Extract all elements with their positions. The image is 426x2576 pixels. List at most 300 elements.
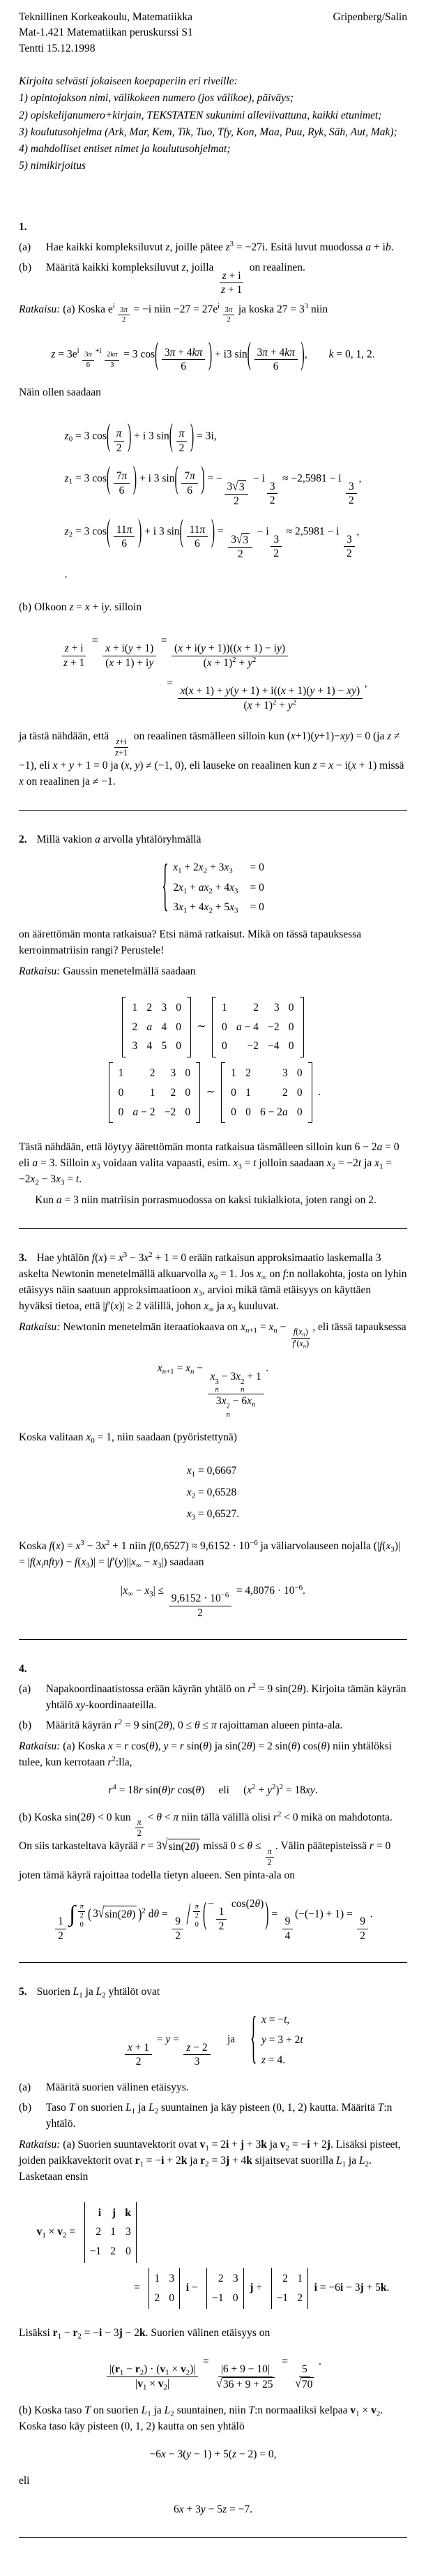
text-run: + 1) + (193, 685, 226, 698)
math-variable: π (211, 1719, 217, 1732)
math-variable: z (222, 269, 227, 282)
math-variable: kπ (284, 346, 295, 359)
text-run: = 0,6528 (195, 1486, 237, 1499)
text-run: Koska (19, 1540, 50, 1553)
document-body (19, 74, 407, 2538)
determinant (204, 2268, 246, 2309)
math-variable: π (169, 346, 176, 359)
text-run: Hae kaikki kompleksiluvut (45, 241, 166, 254)
matrix-right-bracket (196, 1062, 200, 1123)
math-variable: θ (126, 1908, 132, 1921)
text-run: Suorien (36, 1986, 73, 1998)
text-run: ( (296, 1327, 299, 1337)
text-run: 0 (176, 1020, 181, 1033)
math-variable: i (41, 1561, 44, 1570)
text-run: + (253, 2282, 265, 2294)
math-variable: x (128, 2041, 132, 2054)
math-variable: θ (156, 1811, 162, 1823)
text-run: + 2 (181, 861, 199, 873)
math-variable: x (386, 1540, 391, 1553)
text-run: ) < 0 kun (91, 1811, 134, 1823)
math-variable: a (132, 1106, 139, 1119)
item-label (19, 260, 46, 296)
text-run: 9,6152 · 10 (171, 1592, 221, 1605)
text-run: = 3 cos (121, 348, 155, 361)
math-variable: θ (163, 1719, 169, 1732)
numerator (183, 2041, 210, 2055)
numerator (105, 350, 119, 361)
text-run: = 3 (144, 1840, 162, 1853)
text-run: 2 (197, 1606, 203, 1619)
text-run: 2 (234, 495, 239, 507)
text-run: = − (289, 2138, 307, 2151)
stack-row (37, 2202, 390, 2263)
text-run: + 1)( (285, 685, 310, 698)
math-variable: θ (291, 1740, 297, 1752)
square-root (295, 2377, 314, 2391)
text-run: 2 (146, 1001, 153, 1014)
math-variable: θ (195, 1719, 200, 1732)
text-run: +1)− (319, 730, 340, 743)
text-run: 6 (187, 484, 192, 497)
integral (69, 1899, 86, 1929)
equation-stack (65, 412, 362, 589)
matrix-cell (132, 1019, 137, 1035)
text-run: ≠ (−1, 0), eli lauseke on reaalinen kun (143, 760, 313, 772)
text-run: +1 (249, 1326, 257, 1335)
math-variable: θ (153, 1907, 160, 1920)
matrix-cell (260, 1085, 288, 1101)
denominator (114, 442, 125, 455)
matrix-cell (165, 1104, 176, 1120)
text-run: 1 (231, 1067, 236, 1080)
text-run: − (208, 1897, 214, 1910)
text-run: , arvioi mikä tämä etäisyys on käyttäen hyväksi tietoa, että | (19, 1283, 372, 1312)
math-variable: f (149, 1540, 152, 1553)
matrix-left-bracket (206, 2268, 207, 2309)
math-variable: xy (347, 685, 356, 698)
denominator (357, 1929, 368, 1943)
matrix-left-bracket (221, 1062, 225, 1123)
fraction (135, 1817, 144, 1839)
radical-sign: √ (98, 1904, 105, 1922)
denominator (195, 1606, 206, 1620)
math-variable: t (284, 2014, 287, 2026)
text-run: 1 (118, 1067, 124, 1080)
text-run: 1 (342, 2159, 347, 2168)
matrix-cell (212, 2270, 224, 2287)
text-run: 3 (120, 305, 124, 314)
text-run: − 4 (241, 1020, 259, 1033)
math-variable: z (63, 656, 68, 669)
math-variable: x (52, 760, 58, 772)
text-run: 0 (288, 1020, 294, 1033)
right-delimiter: ) (301, 337, 305, 372)
math-variable: x (210, 1370, 215, 1383)
text-run: + i (226, 269, 241, 282)
text-run: + 2 (164, 2154, 181, 2167)
text-run: 0 (213, 1273, 218, 1282)
bold-text: r (135, 2363, 140, 2376)
text-run: + i3 sin (212, 348, 248, 361)
text-run: 9 (175, 1915, 181, 1928)
numerator (62, 642, 86, 656)
text-run: 1 (379, 1162, 383, 1171)
text-run: 1 (183, 886, 188, 895)
text-run: ) (103, 1252, 107, 1265)
text-run: 2 (102, 1991, 106, 2000)
math-variable: π (137, 1817, 142, 1828)
subscript (261, 1273, 267, 1281)
text-run: − (123, 2363, 135, 2376)
text-run: Tästä nähdään, että löytyy äärettömän monta ratkaisua täsmälleen silloin kun (19, 1141, 355, 1154)
text-run: 3 (234, 886, 238, 895)
text-run: 0 (245, 1106, 251, 1119)
cases-grid (261, 2012, 303, 2068)
math-variable: y (149, 656, 154, 669)
text-run: 3 (273, 533, 280, 545)
math-variable: y (135, 760, 140, 772)
matrix-cell (90, 2224, 102, 2240)
text-run: 6 (119, 484, 125, 497)
numerator (78, 1903, 85, 1913)
denominator (241, 699, 299, 712)
text-run: = 0 (ja (353, 730, 388, 743)
math-variable: a (146, 1020, 153, 1033)
text-run: on äärettömän monta ratkaisua? Etsi nämä ratkaisut. Mikä on tässä tapauksessa kerroinmatriisin rangi? Perustele! (19, 928, 362, 956)
math-variable: z (64, 429, 69, 442)
text-run: < (162, 1811, 174, 1823)
numerator (223, 306, 234, 316)
text-run: ∼ (203, 1086, 218, 1099)
matrix-cell (133, 1104, 155, 1120)
text-run: + 1 (225, 284, 243, 296)
matrix-cell (231, 1104, 236, 1120)
text-run: + i 3 sin (142, 525, 180, 538)
denominator (84, 361, 92, 370)
text-run: voidaan valita vapaasti, esim. (100, 1157, 234, 1170)
delimited-group (203, 1896, 268, 1933)
text-run: − (132, 1584, 145, 1597)
matrix-cell (119, 1065, 124, 1081)
text-run: 2 (218, 1920, 225, 1932)
text-run: 2 (360, 1929, 366, 1942)
math-variable: x (86, 1431, 91, 1444)
math-variable: L (164, 2404, 171, 2416)
matrix-cell (165, 1065, 176, 1081)
matrix-cell (236, 1019, 259, 1035)
bold-text: k (261, 2138, 267, 2151)
math-variable: x (221, 1395, 227, 1408)
italic-text: Ratkaisu: (19, 1740, 61, 1752)
numerator (172, 1915, 183, 1929)
text-run: . (319, 2355, 321, 2367)
cases-group (162, 856, 264, 919)
math-variable: x (206, 656, 212, 669)
text-run: − 3( (165, 2448, 187, 2460)
text-run: 2 (137, 1828, 142, 1839)
matrix-grid (210, 2268, 240, 2309)
math-variable: y (267, 1784, 272, 1797)
text-run: − 3 (127, 1252, 144, 1265)
bold-text: v (371, 2404, 376, 2416)
denominator (135, 1828, 144, 1839)
delimited-group (169, 418, 194, 455)
text-run: 2 (142, 1906, 146, 1915)
matrix-left-bracket (122, 997, 126, 1057)
text-run: Määritä kaikki kompleksiluvut (45, 262, 182, 274)
text-run: sin( (142, 1784, 162, 1797)
square-root (236, 533, 250, 547)
math-variable: θ (297, 1682, 303, 1695)
text-run: Napakoordinaatistossa erään käyrän yhtälö on (45, 1682, 248, 1695)
group-content (110, 460, 133, 497)
text-run: | (167, 2378, 170, 2390)
text-run: + 4 (229, 2154, 247, 2167)
matrix (109, 1062, 201, 1123)
text-run: 2 (226, 1402, 230, 1411)
text-run: + (255, 1784, 268, 1797)
right-delimiter: ) (138, 1906, 142, 1922)
text-run: ′( (112, 1556, 119, 1569)
math-variable: x (30, 1173, 36, 1186)
text-run: 2 (105, 1539, 110, 1548)
text-run: ′( (107, 1300, 114, 1312)
fraction (254, 346, 298, 374)
math-variable: n (162, 1367, 167, 1376)
matrix-cell (236, 1038, 259, 1054)
math-variable: x (204, 1300, 209, 1312)
text-run: 70 (301, 2378, 313, 2390)
bold-text: 2. (19, 833, 27, 845)
problem-number (19, 1662, 407, 1678)
numerator (193, 1903, 200, 1913)
text-run: 0 (288, 1040, 294, 1053)
text-run: = (268, 1907, 280, 1920)
matrix-cell (222, 1038, 227, 1054)
math-variable: a (95, 833, 100, 845)
text-run: 0 (118, 1087, 124, 1099)
text-run: 1 (79, 1991, 83, 2000)
text-run: ∞ (261, 1273, 267, 1282)
math-variable: n (273, 1326, 277, 1335)
limits (192, 1899, 201, 1929)
text-run: 1 (218, 1906, 225, 1918)
matrix-cell (260, 1104, 288, 1120)
matrix-cell (245, 1065, 251, 1081)
denominator (108, 361, 116, 370)
fraction (216, 1905, 227, 1933)
text-run: = 3 (208, 2154, 226, 2167)
paragraph (19, 1193, 407, 1209)
text-run: i (112, 301, 117, 310)
numerator (135, 1817, 144, 1828)
text-run: on reaalinen täsmälleen silloin kun (130, 730, 287, 743)
text-run: ( (95, 1252, 99, 1265)
text-run: 2 (208, 906, 213, 915)
matrix (212, 997, 304, 1057)
numerator (102, 642, 156, 656)
bold-text: k (139, 2327, 146, 2340)
math-variable: θ (247, 1840, 253, 1853)
text-run: 3 (225, 305, 229, 314)
text-run: Määritä suorien välinen etäisyys. (45, 2081, 189, 2093)
text-run: 3 (191, 1513, 196, 1522)
text-run: + 1))(( (205, 642, 237, 655)
radicand (301, 2377, 314, 2391)
text-run: 2 (118, 1718, 123, 1727)
display-formula (19, 627, 407, 718)
text-run: 1 (183, 906, 188, 915)
text-run: 2 (331, 1162, 335, 1171)
bold-text: v (158, 2378, 164, 2390)
text-run: + 1) (211, 656, 233, 669)
bold-text: k (125, 2206, 131, 2219)
text-run: 3 (227, 480, 233, 492)
text-run: d (145, 1907, 154, 1920)
math-variable: y (69, 760, 75, 772)
text-run: × (45, 2225, 58, 2238)
text-run: 2 (205, 2159, 209, 2168)
text-run: = 0 (250, 881, 264, 894)
text-run: ) = 2 sin( (252, 1740, 291, 1752)
matrix-cell (119, 1104, 124, 1120)
fraction (213, 2363, 277, 2391)
text-run: 1) opintojakson nimi, välikokeen numero (jos välikoe), päiväys; (19, 92, 294, 105)
text-run: 3 (198, 1289, 202, 1298)
matrix-cell (260, 1065, 288, 1081)
text-run: 2 (365, 2159, 370, 2168)
text-run: on reaalinen ja ≠ −1. (23, 775, 116, 788)
text-run: + 1) (252, 699, 273, 711)
bold-text: 3. (19, 1252, 27, 1265)
math-variable: x (186, 1465, 192, 1477)
bold-text: r (115, 2363, 120, 2376)
text-run: = 9 sin(2 (122, 1719, 164, 1732)
paragraph (19, 1251, 407, 1315)
item-body (46, 2080, 407, 2096)
text-run: = −27i. Esitä luvut muodossa (234, 241, 366, 254)
text-run: 3 (164, 346, 170, 359)
text-run: 2 (173, 881, 178, 894)
text-run: + 4 (267, 346, 285, 359)
matrix-grid (152, 2268, 176, 2309)
text-run: , (129, 760, 135, 772)
superscript (250, 1539, 258, 1548)
text-run: ( (230, 685, 234, 698)
fraction (225, 480, 249, 509)
math-variable: y (310, 685, 315, 698)
math-variable: θ (195, 1784, 201, 1797)
display-formula (19, 1360, 407, 1419)
math-variable: θ (161, 1784, 167, 1797)
math-variable: x (124, 760, 130, 772)
matrix-cell (245, 1104, 251, 1120)
text-run: cos(2 (229, 1897, 255, 1910)
math-variable: f (379, 1540, 383, 1553)
text-run: = (112, 1740, 125, 1752)
text-run: +1 (166, 1367, 174, 1376)
text-run: 1 (356, 2409, 360, 2418)
text-run: suuntainen ja käy pisteen (0, 1, 2) kautta. Määritä (158, 2101, 378, 2114)
display-formula (19, 991, 407, 1129)
bold-text: j (225, 2154, 229, 2167)
text-run: ) (356, 685, 360, 698)
text-run: −2 (247, 1040, 259, 1053)
text-run: 1 (245, 1087, 251, 1099)
matrix-cell (133, 1065, 155, 1081)
text-run: on reaalinen. (246, 262, 305, 274)
upper-limit (77, 1899, 86, 1921)
text-run: < (144, 1811, 157, 1823)
numerator (82, 350, 93, 361)
math-variable: π (79, 1902, 84, 1911)
text-run: = (153, 2033, 166, 2046)
radical-sign: √ (295, 2376, 301, 2390)
text-run: 3 (161, 1001, 167, 1014)
text-run: 2 (112, 1754, 116, 1763)
text-run: 4) mahdolliset entiset nimet ja koulutusohjelmat; (19, 142, 231, 155)
text-run: = 9 sin(2 (255, 1682, 298, 1695)
text-run: 2 (170, 1087, 176, 1099)
left-brace: { (162, 856, 169, 919)
text-run: , (364, 677, 367, 689)
radical-sign: √ (232, 479, 238, 493)
text-run: (a) Suorien suuntavektorit ovat (60, 2138, 200, 2151)
text-run: + i( (183, 642, 201, 655)
display-formula (19, 2197, 407, 2314)
exam-date-line: Tentti 15.12.1998 (19, 42, 96, 54)
text-run: 0 (296, 1067, 303, 1080)
text-run: ja tästä nähdään, että (19, 730, 112, 743)
text-run: 1 (222, 1001, 227, 1014)
text-run: , eli tässä tapauksessa (312, 1320, 406, 1333)
text-run: −6 (220, 1591, 229, 1600)
delimited-group (248, 336, 305, 373)
math-variable: x (204, 881, 209, 894)
text-run: (a) Koska (60, 1740, 108, 1752)
text-run: ∞ (208, 1305, 214, 1314)
fraction (61, 642, 87, 670)
numerator (114, 469, 130, 483)
matrix-cell (289, 1019, 294, 1035)
text-run: i (218, 301, 222, 310)
math-variable: x (198, 861, 204, 873)
math-variable: θ (254, 1897, 261, 1910)
text-run: + 1) missä (356, 760, 404, 772)
matrix-cell (212, 2290, 224, 2306)
numerator (114, 737, 129, 748)
math-variable: z (69, 601, 74, 613)
item-label (19, 1682, 46, 1714)
matrix-cell (125, 2224, 131, 2240)
matrix-cell (297, 2270, 303, 2287)
stack-row (59, 675, 367, 712)
matrix-cell (132, 1000, 137, 1016)
text-run: = 3i, (194, 429, 217, 442)
text-run: +1 (118, 747, 128, 758)
item-label (19, 2080, 46, 2096)
text-run: Kun (35, 1194, 56, 1207)
matrix-left-bracket (212, 997, 216, 1057)
text-run: − 3 (218, 1370, 236, 1383)
text-run: ) (195, 1841, 199, 1853)
display-formula (19, 2446, 407, 2462)
matrix-left-bracket (109, 1062, 113, 1123)
matrix-cell (110, 2224, 116, 2240)
bold-text: j (250, 2282, 254, 2294)
math-variable: x (98, 1252, 104, 1265)
